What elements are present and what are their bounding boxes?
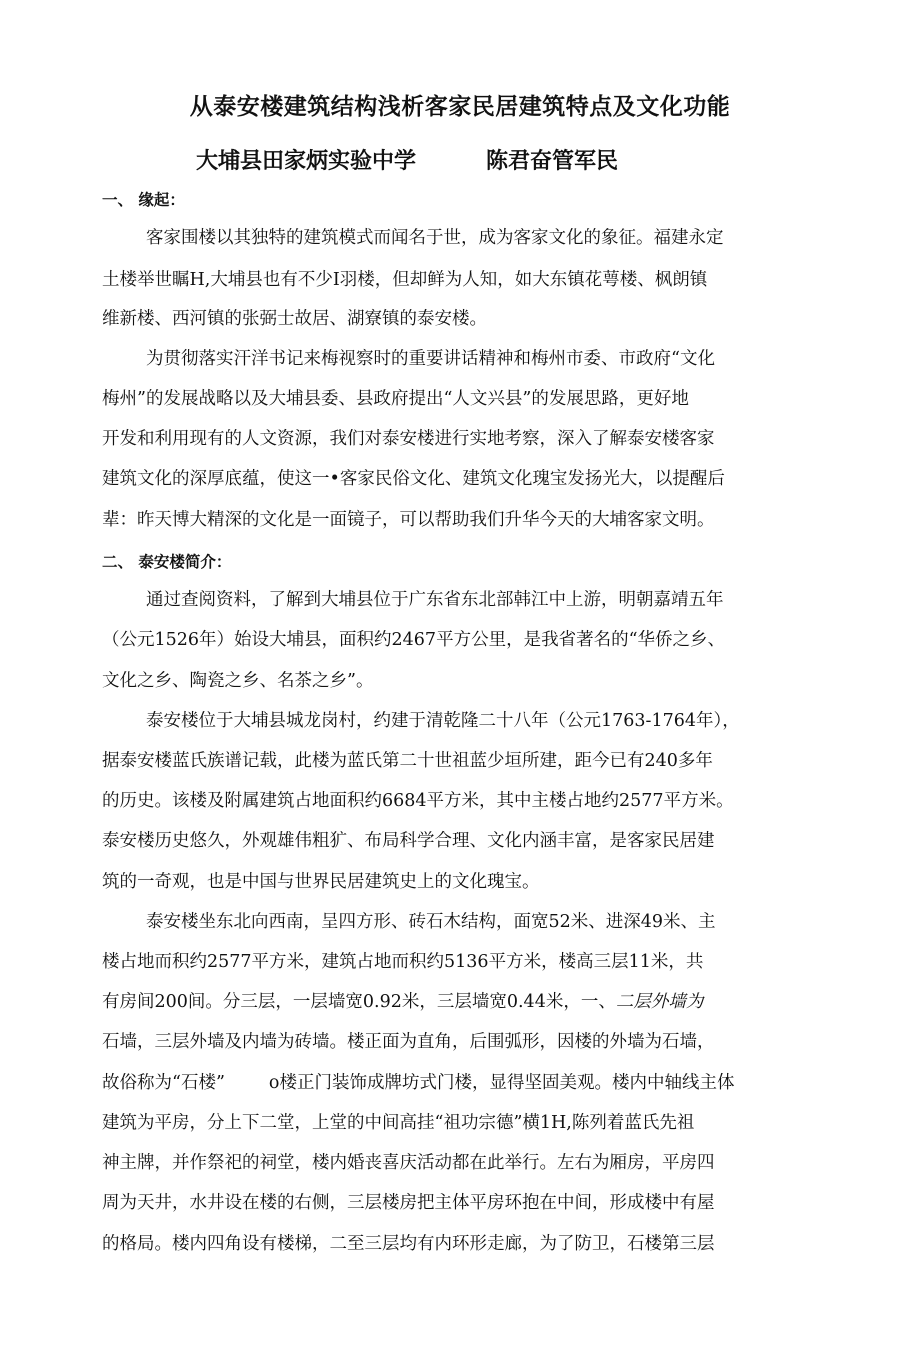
paragraph-line bbox=[102, 1071, 734, 1095]
paragraph-line: 开发和利用现有的人文资源，我们对泰安楼进行实地考察，深入了解泰安楼客家 bbox=[102, 429, 715, 449]
paragraph-line: 周为天井，水井设在楼的右侧，三层楼房把主体平房环抱在中间，形成楼中有屋 bbox=[102, 1193, 715, 1213]
document-title: 从泰安楼建筑结构浅析客家民居建筑特点及文化功能 bbox=[189, 94, 731, 120]
paragraph-line: 维新楼、西河镇的张弼士故居、湖寮镇的泰安楼。 bbox=[102, 309, 487, 329]
paragraph-line: 建筑为平房，分上下二堂，上堂的中间高挂“祖功宗德”横1H,陈列着蓝氏先祖 bbox=[102, 1113, 695, 1133]
paragraph-line: 建筑文化的深厚底蕴，使这一•客家民俗文化、建筑文化瑰宝发扬光大，以提醒后 bbox=[102, 469, 725, 489]
paragraph-line: 石墙，三层外墙及内墙为砖墙。楼正面为直角，后围弧形，因楼的外墙为石墙， bbox=[102, 1032, 715, 1052]
paragraph-line: 的格局。楼内四角设有楼梯，二至三层均有内环形走廊，为了防卫，石楼第三层 bbox=[102, 1234, 715, 1254]
section-heading-intro: 二、 泰安楼简介： bbox=[102, 553, 232, 571]
paragraph-line: 梅州”的发展战略以及大埔县委、县政府提出“人文兴县”的发展思路，更好地 bbox=[102, 389, 689, 409]
paragraph-line: 筑的一奇观，也是中国与世界民居建筑史上的文化瑰宝。 bbox=[102, 872, 540, 892]
paragraph-line: 土楼举世瞩H,大埔县也有不少I羽楼，但却鲜为人知，如大东镇花萼楼、枫朗镇 bbox=[102, 270, 708, 290]
paragraph-line: 楼占地而积约2577平方米，建筑占地而积约5136平方米，楼高三层11米，共 bbox=[102, 952, 704, 972]
paragraph-line: 客家围楼以其独特的建筑模式而闻名于世，成为客家文化的象征。福建永定 bbox=[146, 228, 724, 248]
paragraph-line bbox=[102, 990, 703, 1014]
author-names: 陈君奋管军民 bbox=[486, 149, 619, 174]
paragraph-line: 为贯彻落实汗洋书记来梅视察时的重要讲话精神和梅州市委、市政府“文化 bbox=[146, 349, 715, 369]
section-heading-origin: 一、 缘起： bbox=[102, 191, 185, 209]
author-school: 大埔县田家炳实验中学 bbox=[196, 149, 417, 174]
line-text-tail: o楼正门装饰成牌坊式门楼，显得坚固美观。楼内中轴线主体 bbox=[268, 1073, 735, 1093]
paragraph-line: 泰安楼坐东北向西南，呈四方形、砖石木结构，面宽52米、进深49米、主 bbox=[146, 912, 716, 932]
paragraph-line: 辈：昨天博大精深的文化是一面镜子，可以帮助我们升华今天的大埔客家文明。 bbox=[102, 510, 715, 530]
italic-fragment: 二层外墙为 bbox=[615, 992, 704, 1012]
paragraph-line: 据泰安楼蓝氏族谱记载，此楼为蓝氏第二十世祖蓝少垣所建，距今已有240多年 bbox=[102, 751, 713, 771]
paragraph-line: 神主牌，并作祭祀的祠堂，楼内婚丧喜庆活动都在此举行。左右为厢房，平房四 bbox=[102, 1153, 715, 1173]
paragraph-line: 泰安楼历史悠久，外观雄伟粗犷、布局科学合理、文化内涵丰富，是客家民居建 bbox=[102, 831, 715, 851]
paragraph-line: 文化之乡、陶瓷之乡、名茶之乡”。 bbox=[102, 671, 374, 691]
paragraph-line: 泰安楼位于大埔县城龙岗村，约建于清乾隆二十八年（公元1763-1764年）， bbox=[146, 711, 740, 731]
line-text: 有房间200间。分三层，一层墙宽0.92米，三层墙宽0.44米，一、 bbox=[102, 992, 616, 1012]
paragraph-line: （公元1526年）始设大埔县，面积约2467平方公里，是我省著名的“华侨之乡、 bbox=[102, 630, 726, 650]
line-text: 故俗称为“石楼” bbox=[102, 1073, 225, 1093]
paragraph-line: 通过查阅资料，了解到大埔县位于广东省东北部韩江中上游，明朝嘉靖五年 bbox=[146, 590, 724, 610]
paragraph-line: 的历史。该楼及附属建筑占地面积约6684平方米，其中主楼占地约2577平方米。 bbox=[102, 791, 734, 811]
